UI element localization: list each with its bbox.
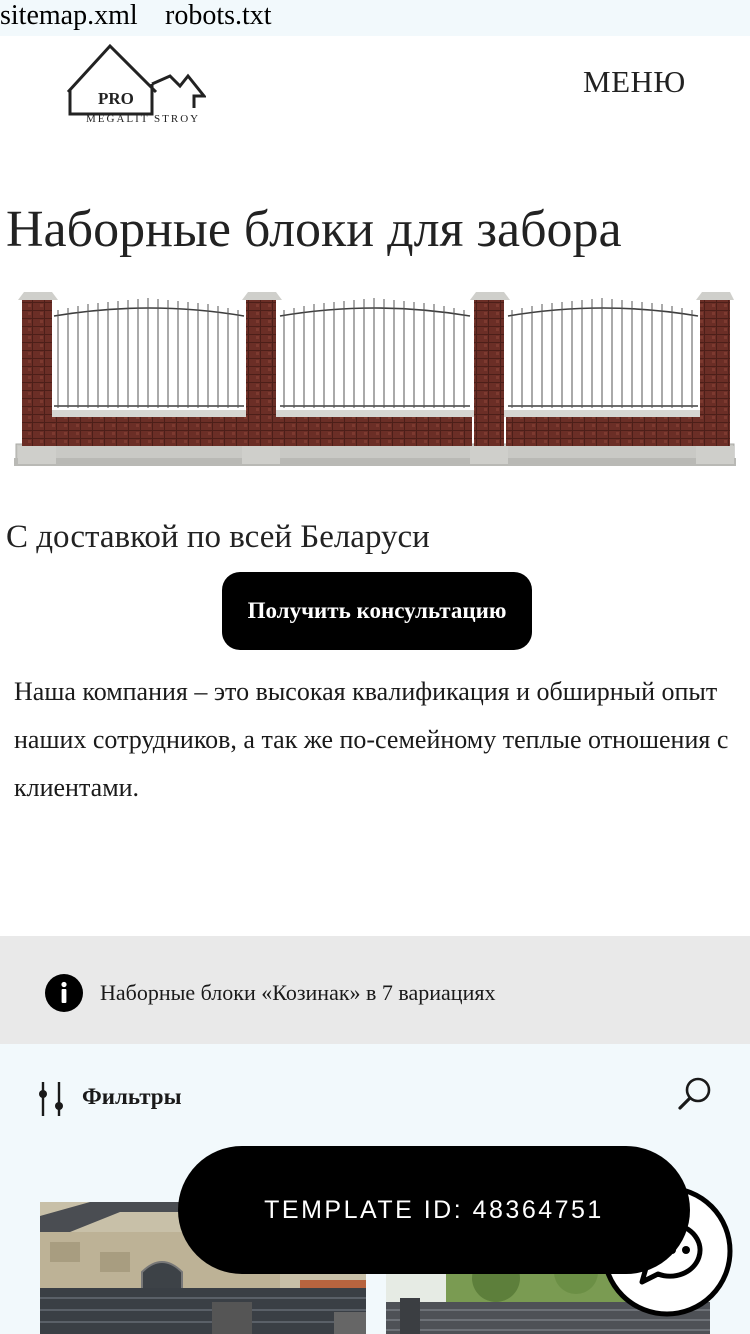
top-link-bar bbox=[0, 0, 750, 36]
page-title: Наборные блоки для забора bbox=[6, 201, 622, 258]
delivery-subtitle: С доставкой по всей Беларуси bbox=[6, 519, 430, 555]
notice-text: Наборные блоки «Козинак» в 7 вариациях bbox=[100, 980, 496, 1005]
search-icon[interactable] bbox=[676, 1074, 716, 1114]
consultation-button[interactable]: Получить консультацию bbox=[222, 572, 532, 650]
fence-illustration bbox=[14, 286, 736, 470]
template-id-badge: TEMPLATE ID: 48364751 bbox=[178, 1146, 690, 1274]
site-logo[interactable] bbox=[66, 42, 206, 128]
house-roof-logo-icon bbox=[68, 46, 204, 114]
info-icon bbox=[45, 974, 83, 1012]
robots-link[interactable]: robots.txt bbox=[165, 0, 272, 31]
filters-label: Фильтры bbox=[82, 1084, 182, 1109]
menu-button[interactable]: МЕНЮ bbox=[583, 64, 686, 99]
sitemap-link[interactable]: sitemap.xml bbox=[0, 0, 138, 31]
logo-text-sub: MEGALIT STROY bbox=[86, 113, 201, 125]
filter-sliders-icon bbox=[36, 1080, 66, 1118]
logo-text-main: PRO bbox=[98, 89, 134, 108]
about-text: Наша компания – это высокая квалификация и обширный опыт наших сотрудников, а так же по-семейному теплые отношения с клиентами. bbox=[14, 677, 729, 802]
